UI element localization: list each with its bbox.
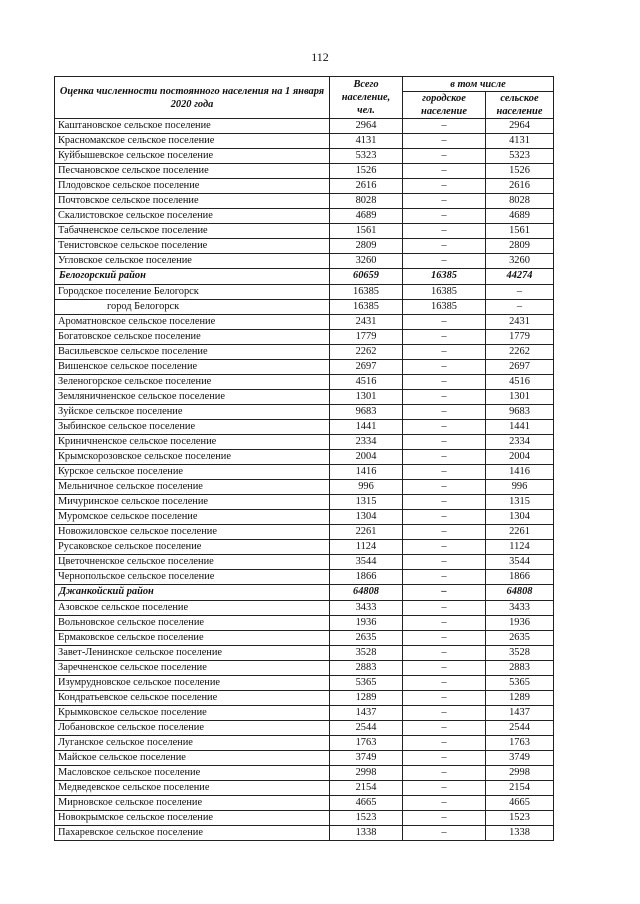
row-urban-cell: –: [403, 811, 486, 826]
row-urban-cell: 16385: [403, 299, 486, 314]
row-total-cell: 2262: [330, 344, 403, 359]
row-urban-cell: –: [403, 600, 486, 615]
row-name-cell: Крымскорозовское сельское поселение: [55, 450, 330, 465]
row-urban-cell: –: [403, 645, 486, 660]
row-name-cell: Чернопольское сельское поселение: [55, 570, 330, 585]
row-total-cell: 1301: [330, 389, 403, 404]
row-rural-cell: 4665: [486, 796, 554, 811]
row-name-cell: Ермаковское сельское поселение: [55, 630, 330, 645]
row-name-cell: Скалистовское сельское поселение: [55, 209, 330, 224]
row-name-cell: Вишенское сельское поселение: [55, 359, 330, 374]
row-urban-cell: –: [403, 750, 486, 765]
row-rural-cell: 1338: [486, 826, 554, 841]
row-total-cell: 2697: [330, 359, 403, 374]
row-name-cell: Табачненское сельское поселение: [55, 224, 330, 239]
row-name-cell: Цветочненское сельское поселение: [55, 555, 330, 570]
table-row: [55, 119, 554, 134]
row-total-cell: 16385: [330, 284, 403, 299]
table-row: [55, 134, 554, 149]
row-total-cell: 3749: [330, 750, 403, 765]
row-total-cell: 2431: [330, 314, 403, 329]
table-row: [55, 149, 554, 164]
row-name-cell: Криничненское сельское поселение: [55, 434, 330, 449]
row-name-cell: Земляничненское сельское поселение: [55, 389, 330, 404]
table-row: [55, 374, 554, 389]
row-total-cell: 2154: [330, 781, 403, 796]
row-total-cell: 4516: [330, 374, 403, 389]
row-rural-cell: 3544: [486, 555, 554, 570]
row-urban-cell: –: [403, 630, 486, 645]
row-name-cell: Муромское сельское поселение: [55, 510, 330, 525]
row-rural-cell: 9683: [486, 404, 554, 419]
row-name-cell: Тенистовское сельское поселение: [55, 239, 330, 254]
row-urban-cell: –: [403, 359, 486, 374]
row-rural-cell: 64808: [486, 585, 554, 600]
row-rural-cell: 2004: [486, 450, 554, 465]
row-total-cell: 4131: [330, 134, 403, 149]
row-total-cell: 2635: [330, 630, 403, 645]
row-rural-cell: 2154: [486, 781, 554, 796]
table-row: [55, 600, 554, 615]
row-urban-cell: –: [403, 660, 486, 675]
row-name-cell: Белогорский район: [55, 269, 330, 284]
row-rural-cell: 1315: [486, 495, 554, 510]
row-name-cell: Кондратьевское сельское поселение: [55, 690, 330, 705]
table-row: [55, 450, 554, 465]
row-rural-cell: 1441: [486, 419, 554, 434]
row-total-cell: 1523: [330, 811, 403, 826]
row-total-cell: 1304: [330, 510, 403, 525]
row-urban-cell: 16385: [403, 284, 486, 299]
row-urban-cell: –: [403, 419, 486, 434]
row-total-cell: 4665: [330, 796, 403, 811]
row-urban-cell: –: [403, 585, 486, 600]
row-total-cell: 1338: [330, 826, 403, 841]
table-row: [55, 164, 554, 179]
row-name-cell: Почтовское сельское поселение: [55, 194, 330, 209]
table-row: [55, 675, 554, 690]
row-name-cell: Джанкойский район: [55, 585, 330, 600]
row-rural-cell: 3260: [486, 254, 554, 269]
row-rural-cell: 1437: [486, 705, 554, 720]
row-rural-cell: 5365: [486, 675, 554, 690]
row-total-cell: 2883: [330, 660, 403, 675]
table-row: [55, 690, 554, 705]
row-rural-cell: 3749: [486, 750, 554, 765]
row-rural-cell: 1416: [486, 465, 554, 480]
row-urban-cell: –: [403, 675, 486, 690]
row-name-cell: Масловское сельское поселение: [55, 766, 330, 781]
row-total-cell: 3260: [330, 254, 403, 269]
row-rural-cell: 2964: [486, 119, 554, 134]
row-urban-cell: –: [403, 329, 486, 344]
row-rural-cell: 2809: [486, 239, 554, 254]
header-name: Оценка численности постоянного населения на 1 января 2020 года: [55, 77, 330, 119]
row-urban-cell: –: [403, 781, 486, 796]
row-total-cell: 2334: [330, 434, 403, 449]
row-urban-cell: –: [403, 134, 486, 149]
row-urban-cell: 16385: [403, 269, 486, 284]
row-urban-cell: –: [403, 615, 486, 630]
table-row: [55, 209, 554, 224]
row-urban-cell: –: [403, 720, 486, 735]
row-urban-cell: –: [403, 735, 486, 750]
table-row: [55, 720, 554, 735]
header-urban: городское население: [403, 92, 486, 119]
row-name-cell: Ароматновское сельское поселение: [55, 314, 330, 329]
table-row: [55, 224, 554, 239]
row-urban-cell: –: [403, 149, 486, 164]
row-total-cell: 1441: [330, 419, 403, 434]
row-rural-cell: 4131: [486, 134, 554, 149]
row-rural-cell: 2544: [486, 720, 554, 735]
row-urban-cell: –: [403, 164, 486, 179]
table-row: [55, 750, 554, 765]
row-rural-cell: 2635: [486, 630, 554, 645]
row-total-cell: 5365: [330, 675, 403, 690]
row-name-cell: Крымковское сельское поселение: [55, 705, 330, 720]
row-name-cell: Городское поселение Белогорск: [55, 284, 330, 299]
table-row: [55, 359, 554, 374]
row-rural-cell: 8028: [486, 194, 554, 209]
row-rural-cell: 2334: [486, 434, 554, 449]
row-total-cell: 1866: [330, 570, 403, 585]
table-row: [55, 179, 554, 194]
row-name-cell: Мельничное сельское поселение: [55, 480, 330, 495]
row-urban-cell: –: [403, 434, 486, 449]
row-name-cell: Русаковское сельское поселение: [55, 540, 330, 555]
row-rural-cell: 996: [486, 480, 554, 495]
table-row: [55, 826, 554, 841]
row-urban-cell: –: [403, 555, 486, 570]
row-rural-cell: 1289: [486, 690, 554, 705]
row-total-cell: 1315: [330, 495, 403, 510]
row-rural-cell: 44274: [486, 269, 554, 284]
row-rural-cell: 1124: [486, 540, 554, 555]
row-name-cell: Песчановское сельское поселение: [55, 164, 330, 179]
row-urban-cell: –: [403, 690, 486, 705]
row-total-cell: 3544: [330, 555, 403, 570]
table-header: [55, 77, 554, 119]
row-urban-cell: –: [403, 796, 486, 811]
row-rural-cell: 2261: [486, 525, 554, 540]
row-rural-cell: 2262: [486, 344, 554, 359]
row-name-cell: Лобановское сельское поселение: [55, 720, 330, 735]
table-row: [55, 570, 554, 585]
row-urban-cell: –: [403, 510, 486, 525]
row-rural-cell: 1779: [486, 329, 554, 344]
table-row: [55, 480, 554, 495]
row-name-cell: Угловское сельское поселение: [55, 254, 330, 269]
row-rural-cell: 2697: [486, 359, 554, 374]
table-body: [55, 119, 554, 841]
row-name-cell: Майское сельское поселение: [55, 750, 330, 765]
row-name-cell: Васильевское сельское поселение: [55, 344, 330, 359]
row-total-cell: 2544: [330, 720, 403, 735]
row-rural-cell: 1523: [486, 811, 554, 826]
row-rural-cell: 1763: [486, 735, 554, 750]
table-row: [55, 735, 554, 750]
table-row: [55, 555, 554, 570]
table-row: [55, 254, 554, 269]
row-name-cell: Мирновское сельское поселение: [55, 796, 330, 811]
row-name-cell: Зеленогорское сельское поселение: [55, 374, 330, 389]
district-row: [55, 585, 554, 600]
table-row: [55, 344, 554, 359]
table-row: [55, 766, 554, 781]
row-urban-cell: –: [403, 254, 486, 269]
header-rural: сельское население: [486, 92, 554, 119]
row-total-cell: 2261: [330, 525, 403, 540]
row-rural-cell: 3433: [486, 600, 554, 615]
table-row: [55, 314, 554, 329]
row-urban-cell: –: [403, 224, 486, 239]
table-row: [55, 615, 554, 630]
row-urban-cell: –: [403, 314, 486, 329]
table-row: [55, 404, 554, 419]
row-urban-cell: –: [403, 570, 486, 585]
table-row: [55, 299, 554, 314]
header-total: Всего население, чел.: [330, 77, 403, 119]
header-including: в том числе: [403, 77, 554, 92]
table-row: [55, 465, 554, 480]
row-total-cell: 2616: [330, 179, 403, 194]
row-urban-cell: –: [403, 480, 486, 495]
row-rural-cell: 3528: [486, 645, 554, 660]
table-row: [55, 525, 554, 540]
row-total-cell: 3433: [330, 600, 403, 615]
row-name-cell: Новокрымское сельское поселение: [55, 811, 330, 826]
row-urban-cell: –: [403, 766, 486, 781]
row-rural-cell: 2616: [486, 179, 554, 194]
row-urban-cell: –: [403, 389, 486, 404]
page-number: 112: [311, 50, 329, 64]
row-name-cell: Вольновское сельское поселение: [55, 615, 330, 630]
table-row: [55, 495, 554, 510]
row-urban-cell: –: [403, 465, 486, 480]
row-urban-cell: –: [403, 179, 486, 194]
row-name-cell: Курское сельское поселение: [55, 465, 330, 480]
row-total-cell: 16385: [330, 299, 403, 314]
row-rural-cell: 4689: [486, 209, 554, 224]
row-total-cell: 1763: [330, 735, 403, 750]
table-row: [55, 630, 554, 645]
row-rural-cell: 1301: [486, 389, 554, 404]
table-row: [55, 284, 554, 299]
row-name-cell: Богатовское сельское поселение: [55, 329, 330, 344]
row-total-cell: 60659: [330, 269, 403, 284]
table-row: [55, 329, 554, 344]
row-total-cell: 8028: [330, 194, 403, 209]
row-total-cell: 1779: [330, 329, 403, 344]
table-row: [55, 434, 554, 449]
row-total-cell: 1289: [330, 690, 403, 705]
row-total-cell: 1124: [330, 540, 403, 555]
row-rural-cell: –: [486, 299, 554, 314]
row-rural-cell: 1936: [486, 615, 554, 630]
row-name-cell: Каштановское сельское поселение: [55, 119, 330, 134]
row-total-cell: 996: [330, 480, 403, 495]
row-rural-cell: 5323: [486, 149, 554, 164]
row-name-cell: Заречненское сельское поселение: [55, 660, 330, 675]
row-total-cell: 3528: [330, 645, 403, 660]
row-urban-cell: –: [403, 495, 486, 510]
row-urban-cell: –: [403, 119, 486, 134]
row-total-cell: 5323: [330, 149, 403, 164]
row-total-cell: 1437: [330, 705, 403, 720]
row-rural-cell: 1561: [486, 224, 554, 239]
row-urban-cell: –: [403, 705, 486, 720]
table-row: [55, 811, 554, 826]
row-rural-cell: 1304: [486, 510, 554, 525]
row-name-cell: Зыбинское сельское поселение: [55, 419, 330, 434]
row-total-cell: 9683: [330, 404, 403, 419]
row-name-cell: Азовское сельское поселение: [55, 600, 330, 615]
row-name-cell: город Белогорск: [55, 299, 330, 314]
row-total-cell: 4689: [330, 209, 403, 224]
row-name-cell: Пахаревское сельское поселение: [55, 826, 330, 841]
district-row: [55, 269, 554, 284]
row-total-cell: 1526: [330, 164, 403, 179]
table-row: [55, 510, 554, 525]
row-name-cell: Завет-Ленинское сельское поселение: [55, 645, 330, 660]
row-rural-cell: 1866: [486, 570, 554, 585]
row-name-cell: Медведевское сельское поселение: [55, 781, 330, 796]
row-name-cell: Новожиловское сельское поселение: [55, 525, 330, 540]
row-urban-cell: –: [403, 540, 486, 555]
table-row: [55, 389, 554, 404]
row-name-cell: Плодовское сельское поселение: [55, 179, 330, 194]
row-rural-cell: 4516: [486, 374, 554, 389]
row-urban-cell: –: [403, 209, 486, 224]
row-urban-cell: –: [403, 194, 486, 209]
row-urban-cell: –: [403, 374, 486, 389]
row-urban-cell: –: [403, 525, 486, 540]
table-row: [55, 705, 554, 720]
population-table: [54, 76, 554, 841]
table-row: [55, 419, 554, 434]
row-name-cell: Луганское сельское поселение: [55, 735, 330, 750]
row-rural-cell: 2883: [486, 660, 554, 675]
row-rural-cell: –: [486, 284, 554, 299]
table-row: [55, 194, 554, 209]
row-rural-cell: 2431: [486, 314, 554, 329]
table-row: [55, 781, 554, 796]
table-row: [55, 796, 554, 811]
row-urban-cell: –: [403, 450, 486, 465]
row-urban-cell: –: [403, 239, 486, 254]
row-urban-cell: –: [403, 404, 486, 419]
row-total-cell: 1561: [330, 224, 403, 239]
row-total-cell: 2809: [330, 239, 403, 254]
row-total-cell: 64808: [330, 585, 403, 600]
row-urban-cell: –: [403, 826, 486, 841]
row-total-cell: 1416: [330, 465, 403, 480]
row-urban-cell: –: [403, 344, 486, 359]
row-total-cell: 2964: [330, 119, 403, 134]
row-name-cell: Мичуринское сельское поселение: [55, 495, 330, 510]
table-row: [55, 239, 554, 254]
table-row: [55, 540, 554, 555]
row-rural-cell: 2998: [486, 766, 554, 781]
row-name-cell: Зуйское сельское поселение: [55, 404, 330, 419]
row-total-cell: 2004: [330, 450, 403, 465]
row-total-cell: 1936: [330, 615, 403, 630]
row-name-cell: Куйбышевское сельское поселение: [55, 149, 330, 164]
table-row: [55, 660, 554, 675]
row-rural-cell: 1526: [486, 164, 554, 179]
row-total-cell: 2998: [330, 766, 403, 781]
row-name-cell: Красномакское сельское поселение: [55, 134, 330, 149]
row-name-cell: Изумрудновское сельское поселение: [55, 675, 330, 690]
table-row: [55, 645, 554, 660]
